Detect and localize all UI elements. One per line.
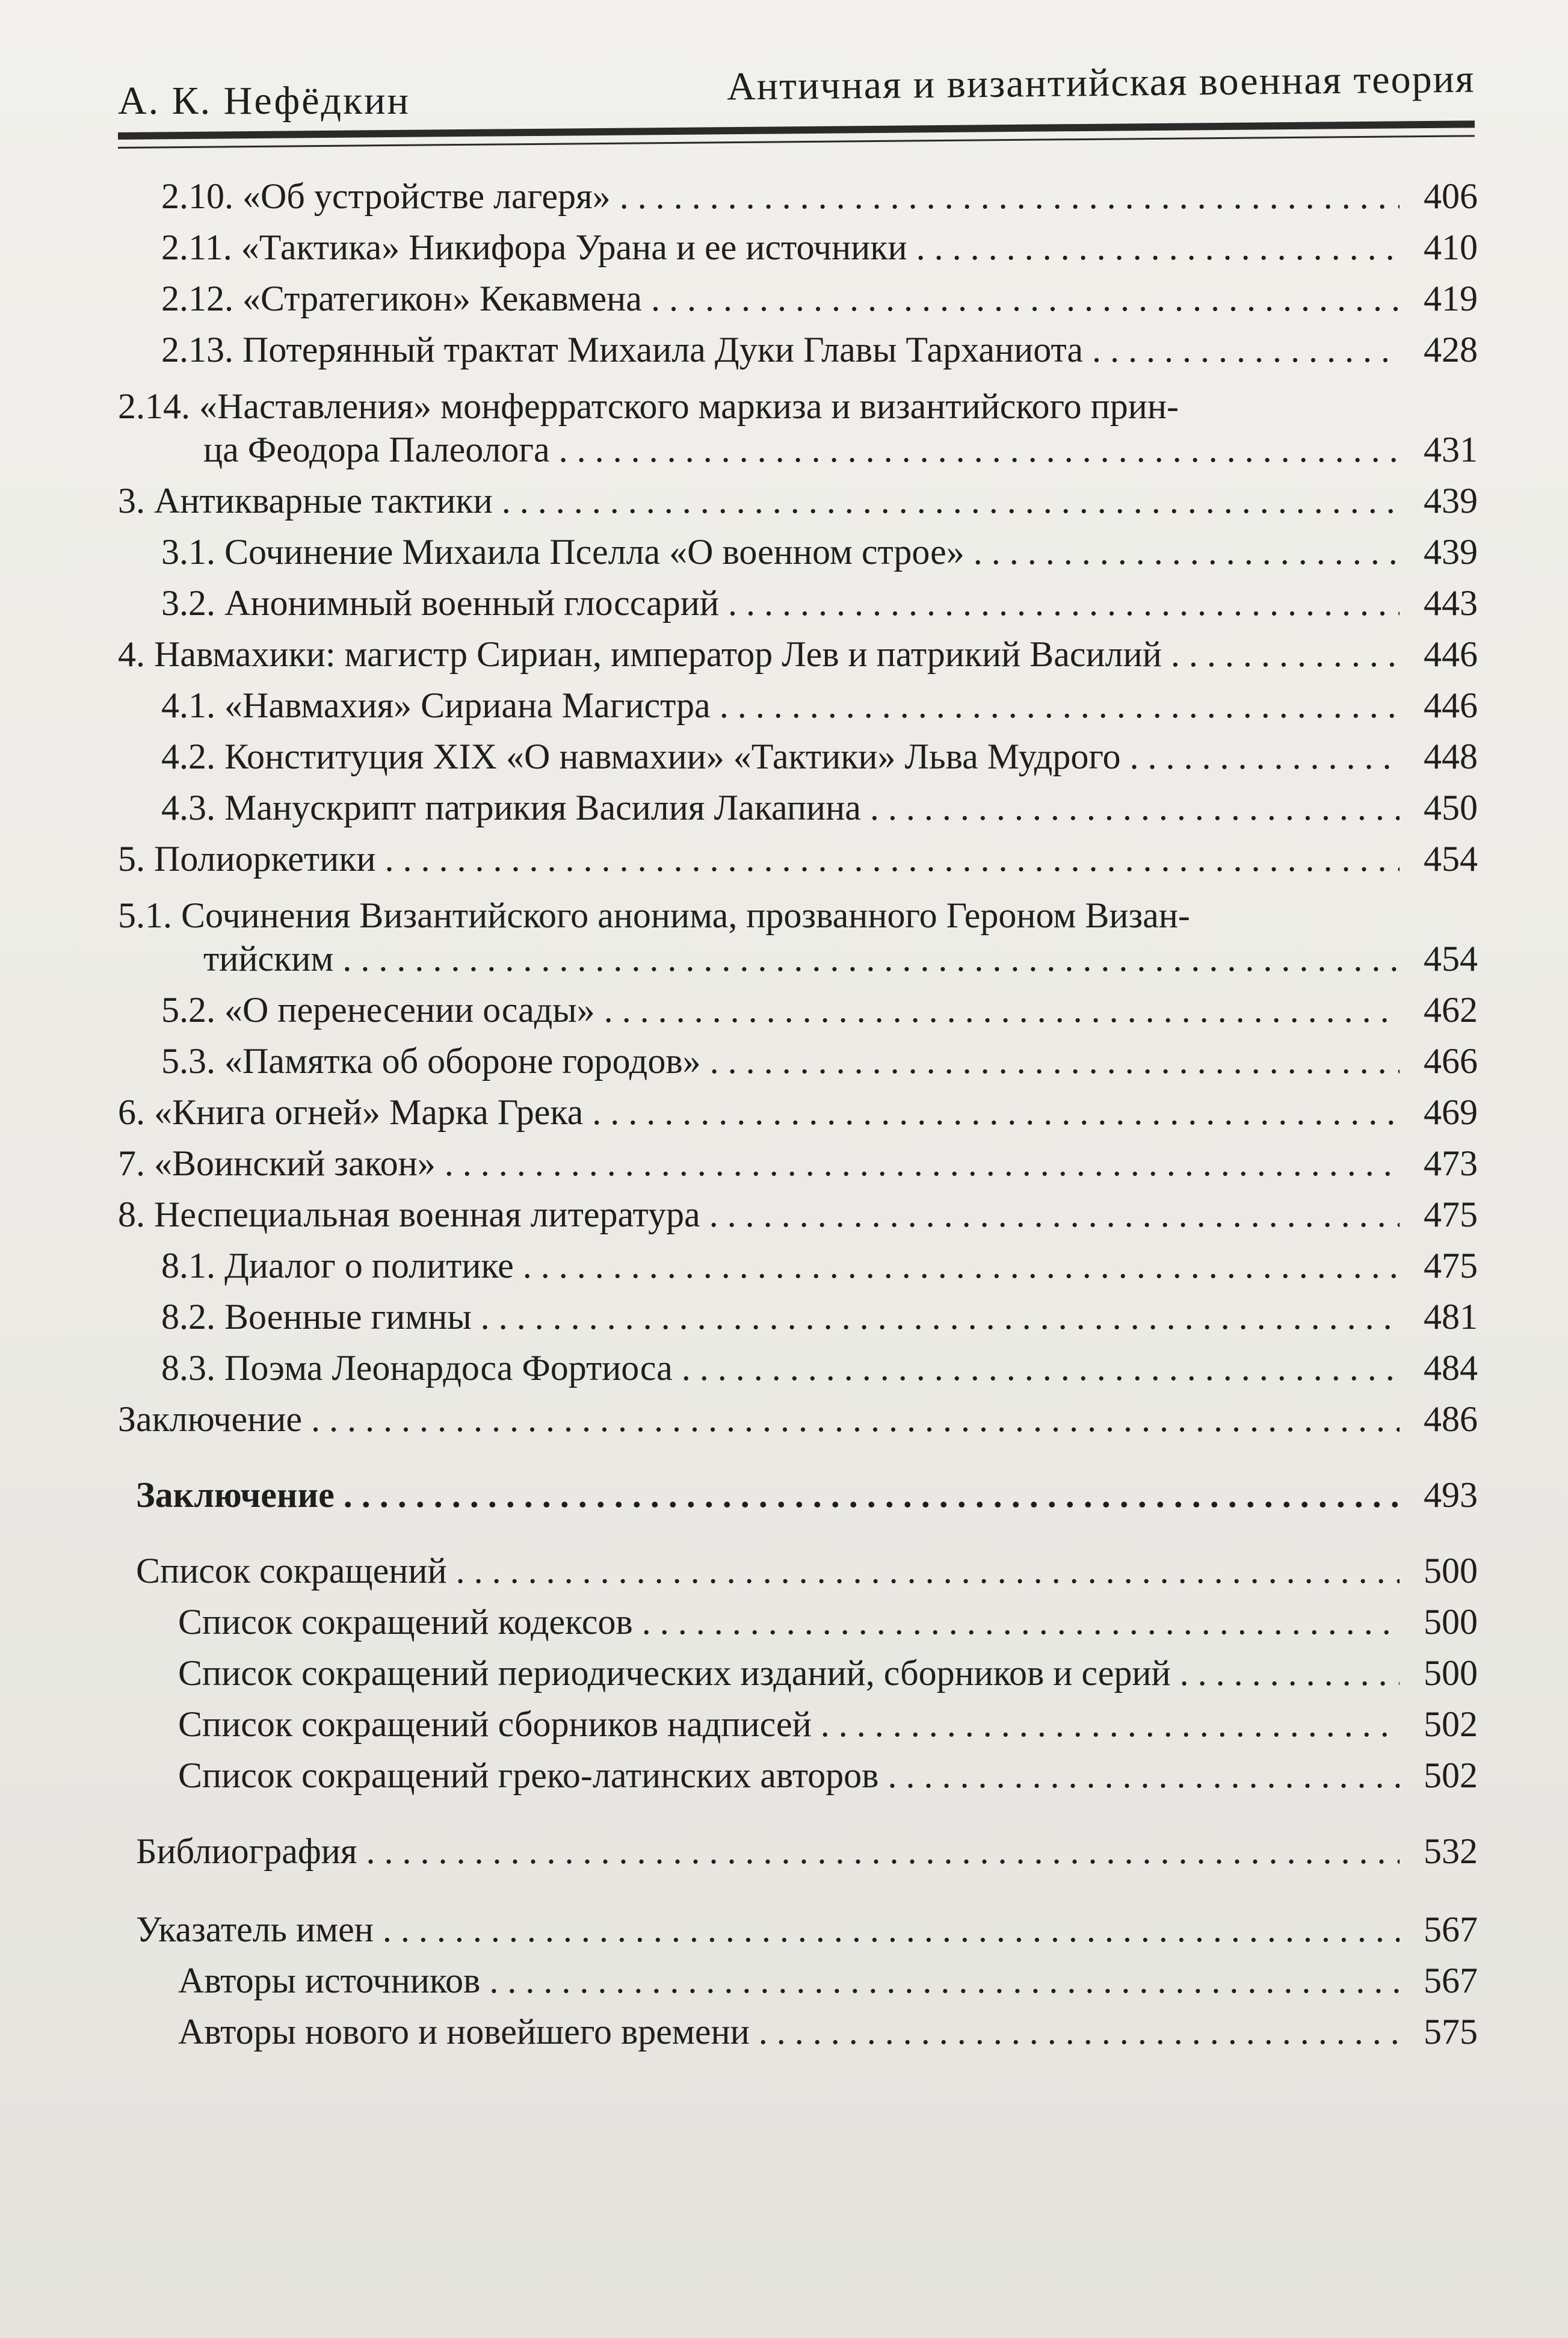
toc-entry-page-number: 502: [1424, 1755, 1478, 1795]
toc-entry-title-line1: 2.14. «Наставления» монферратского маркиза и византийского прин-: [118, 386, 1179, 426]
toc-entry-title: 5.2. «О перенесении осады» . . .: [161, 988, 1400, 1031]
toc-entry-title: 4. Навмахики: магистр Сириан, император Лев и патрикий Василий . . .: [118, 632, 1400, 676]
toc-entry-title: 8.2. Военные гимны . . .: [161, 1295, 1400, 1338]
running-header: [118, 54, 1475, 126]
toc-entry-title: 4.1. «Навмахия» Сириана Магистра . . .: [161, 684, 1400, 727]
toc-entry-page-number: 450: [1424, 788, 1478, 827]
toc-entry: [118, 328, 1478, 371]
toc-entry-title: 2.10. «Об устройстве лагеря» . . .: [161, 175, 1400, 218]
toc-entry-page-number: 567: [1424, 1961, 1478, 2000]
toc-entry: [118, 1600, 1478, 1644]
toc-entry-page-number: 486: [1424, 1399, 1478, 1439]
toc-entry-page-number: 500: [1424, 1602, 1478, 1642]
header-title: Античная и византийская военная теория: [726, 57, 1475, 109]
toc-entry-title: 3. Антикварные тактики . . .: [118, 479, 1400, 522]
toc-entry-title: 2.12. «Стратегикон» Кекавмена . . .: [161, 277, 1400, 320]
toc-entry-title: 8. Неспециальная военная литература . . .: [118, 1193, 1400, 1236]
toc-entry-page-number: 443: [1424, 583, 1478, 623]
toc-entry: [118, 1346, 1478, 1390]
toc-entry-title: Список сокращений сборников надписей . . .: [178, 1702, 1400, 1746]
toc-entry: [118, 684, 1478, 727]
toc-entry-title: Список сокращений периодических изданий, сборников и серий . . .: [178, 1651, 1400, 1695]
toc-entry-page-number: 493: [1424, 1475, 1478, 1515]
toc-entry-page-number: 500: [1424, 1653, 1478, 1693]
toc-entry: [118, 1702, 1478, 1746]
toc-entry: [118, 385, 1478, 471]
toc-entry: [118, 1651, 1478, 1695]
toc-entry-page-number: 431: [1424, 430, 1478, 469]
toc-entry-page-number: 567: [1424, 1910, 1478, 1949]
toc-entry-title: 5.3. «Памятка об обороне городов» . . .: [161, 1039, 1400, 1083]
toc-entry: [118, 1193, 1478, 1236]
toc-entry: [118, 735, 1478, 778]
toc-entry-title: Авторы нового и новейшего времени . . .: [178, 2010, 1400, 2053]
toc-entry: [118, 175, 1478, 218]
toc-entry-title: 2.13. Потерянный трактат Михаила Дуки Главы Тарханиота . . .: [161, 328, 1400, 371]
toc-entry-title: 4.2. Конституция XIX «О навмахии» «Тактики» Льва Мудрого . . .: [161, 735, 1400, 778]
toc-entry-page-number: 446: [1424, 685, 1478, 725]
toc-entry-page-number: 454: [1424, 839, 1478, 879]
toc-entry-page-number: 410: [1424, 227, 1478, 267]
toc-entry: [118, 894, 1478, 980]
toc-entry-title: 2.11. «Тактика» Никифора Урана и ее источники . . .: [161, 226, 1400, 269]
toc-entry-page-number: 419: [1424, 279, 1478, 318]
toc-entry-title: ца Феодора Палеолога . . .: [203, 428, 1400, 471]
toc-entry-page-number: 502: [1424, 1704, 1478, 1744]
toc-entry-title: 3.1. Сочинение Михаила Пселла «О военном строе» . . .: [161, 530, 1400, 574]
toc-entry-page-number: 473: [1424, 1143, 1478, 1183]
toc-entry: [118, 1244, 1478, 1287]
toc-entry: [118, 1908, 1478, 1951]
toc-entry: [118, 1295, 1478, 1338]
toc-entry-page-number: 475: [1424, 1246, 1478, 1285]
toc-entry-page-number: 406: [1424, 176, 1478, 216]
toc-entry-title: 5. Полиоркетики . . .: [118, 837, 1400, 880]
toc-entry-title: Заключение . . .: [136, 1473, 1400, 1517]
toc-entry-page-number: 466: [1424, 1041, 1478, 1081]
toc-entry-page-number: 448: [1424, 737, 1478, 776]
toc-entry-page-number: 532: [1424, 1831, 1478, 1871]
toc-entry-title: Список сокращений греко-латинских авторов . . .: [178, 1754, 1400, 1797]
toc-entry-title: 6. «Книга огней» Марка Грека . . .: [118, 1090, 1400, 1134]
toc-entry-title: 7. «Воинский закон» . . .: [118, 1142, 1400, 1185]
toc-entry-title: Список сокращений . . .: [136, 1549, 1400, 1592]
toc-entry-page-number: 469: [1424, 1092, 1478, 1132]
toc-entry-page-number: 462: [1424, 990, 1478, 1030]
toc-entry: [118, 1473, 1478, 1517]
toc-entry-page-number: 439: [1424, 532, 1478, 572]
toc-entry-title: 8.3. Поэма Леонардоса Фортиоса . . .: [161, 1346, 1400, 1390]
toc-entry: [118, 1829, 1478, 1873]
toc-entry: [118, 1549, 1478, 1592]
toc-entry-title: Библиография . . .: [136, 1829, 1400, 1873]
toc-entry: [118, 1039, 1478, 1083]
toc-entry-title: 8.1. Диалог о политике . . .: [161, 1244, 1400, 1287]
toc-entry-title: Авторы источников . . .: [178, 1959, 1400, 2002]
header-author: А. К. Нефёдкин: [118, 79, 410, 123]
toc-entry: [118, 1142, 1478, 1185]
toc-entry-page-number: 500: [1424, 1551, 1478, 1591]
toc-entry: [118, 2010, 1478, 2053]
toc-entry: [118, 1959, 1478, 2002]
toc-entry-page-number: 428: [1424, 330, 1478, 370]
toc-entry: [118, 988, 1478, 1031]
toc-entry: [118, 1090, 1478, 1134]
toc-entry-page-number: 446: [1424, 634, 1478, 674]
toc-entry: [118, 226, 1478, 269]
toc-entry-page-number: 575: [1424, 2012, 1478, 2052]
toc-entry-page-number: 481: [1424, 1297, 1478, 1337]
toc-entry: [118, 581, 1478, 625]
toc-entry: [118, 1397, 1478, 1441]
toc-entry-title: Список сокращений кодексов . . .: [178, 1600, 1400, 1644]
toc-entry-page-number: 484: [1424, 1348, 1478, 1388]
toc-entry-title: Указатель имен . . .: [136, 1908, 1400, 1951]
toc-entry-title-line1: 5.1. Сочинения Византийского анонима, прозванного Героном Визан-: [118, 895, 1190, 935]
toc-entry-title: Заключение . . .: [118, 1397, 1400, 1441]
toc-entry: [118, 786, 1478, 829]
toc-entry-title: 3.2. Анонимный военный глоссарий . . .: [161, 581, 1400, 625]
toc-entry: [118, 1754, 1478, 1797]
toc-entry: [118, 277, 1478, 320]
toc-entry-page-number: 454: [1424, 939, 1478, 979]
toc-entry-page-number: 439: [1424, 481, 1478, 521]
toc-entry: [118, 632, 1478, 676]
toc-entry-title: 4.3. Манускрипт патрикия Василия Лакапина . . .: [161, 786, 1400, 829]
toc-entry: [118, 530, 1478, 574]
toc-entry-page-number: 475: [1424, 1195, 1478, 1234]
table-of-contents: [118, 175, 1478, 2100]
toc-entry: [118, 479, 1478, 522]
toc-entry-title: тийским . . .: [203, 937, 1400, 980]
toc-entry: [118, 837, 1478, 880]
